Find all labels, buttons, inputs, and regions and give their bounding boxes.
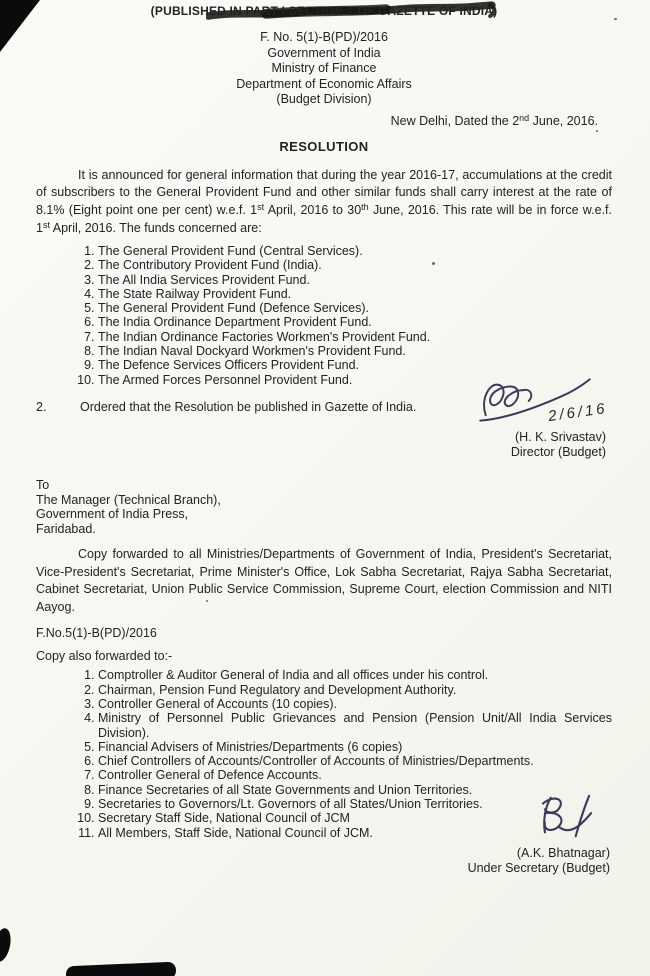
copy-forwarded-paragraph: Copy forwarded to all Ministries/Departments of Government of India, President's Secretariat, Vice-President's Secretariat, Prime Minister's Office, Lok Sabha Secretariat, Rajya Sabha Secretariat, Cabinet Secretariat, Union Public Service Commission, Supreme Court, election Commission and NITI Aayog. bbox=[36, 547, 612, 614]
list-item: 1. The General Provident Fund (Central Services). bbox=[98, 244, 612, 258]
department-line: Department of Economic Affairs bbox=[236, 76, 412, 91]
resolution-title: RESOLUTION bbox=[279, 138, 369, 154]
list-item: 8. Finance Secretaries of all State Governments and Union Territories. bbox=[98, 783, 612, 797]
file-number: F. No. 5(1)-B(PD)/2016 bbox=[260, 30, 388, 44]
resolution-paragraph bbox=[36, 167, 612, 239]
signatory-name: (H. K. Srivastav) bbox=[515, 430, 606, 444]
list-item: 11. All Members, Staff Side, National Council of JCM. bbox=[98, 826, 612, 840]
ordinal-suffix: th bbox=[361, 201, 369, 212]
ordinal-suffix: st bbox=[257, 201, 265, 212]
dateline-ordinal: nd bbox=[519, 112, 530, 123]
list-item: 10. Secretary Staff Side, National Council of JCM bbox=[98, 811, 612, 825]
dateline-text: June, 2016. bbox=[529, 113, 598, 128]
list-item: 6. Chief Controllers of Accounts/Controller of Accounts of Ministries/Departments. bbox=[98, 754, 612, 768]
text-segment: June, 2016. This rate will be in force w.e.f. 1 bbox=[36, 202, 612, 236]
dateline-text: New Delhi, Dated the 2 bbox=[390, 113, 520, 128]
ordinal-suffix: st bbox=[42, 220, 50, 231]
list-item: 6. The India Ordinance Department Provident Fund. bbox=[98, 315, 612, 329]
list-item: 8. The Indian Naval Dockyard Workmen's Provident Fund. bbox=[98, 344, 612, 358]
address-block bbox=[36, 478, 612, 536]
published-line: (PUBLISHED IN PART I SECTION 1 OF GAZETTE OF INDIA) bbox=[150, 4, 498, 18]
address-line: Faridabad. bbox=[36, 521, 96, 536]
signature-date: 2/6/16 bbox=[547, 399, 609, 426]
list-item: 2. Chairman, Pension Fund Regulatory and Development Authority. bbox=[98, 683, 612, 697]
list-item: 3. Controller General of Accounts (10 copies). bbox=[98, 697, 612, 711]
signature-scribble-under-secretary bbox=[532, 792, 604, 842]
list-item: 3. The All India Services Provident Fund. bbox=[98, 273, 612, 287]
list-item: 9. The Defence Services Officers Provident Fund. bbox=[98, 358, 612, 372]
text-segment: April, 2016. The funds concerned are: bbox=[49, 221, 262, 236]
scan-ink-smear-bottom bbox=[66, 962, 177, 976]
list-item: 2. The Contributory Provident Fund (India). bbox=[98, 258, 612, 272]
address-line: The Manager (Technical Branch), bbox=[36, 492, 221, 507]
list-item: 1. Comptroller & Auditor General of India and all offices under his control. bbox=[98, 668, 612, 682]
list-item: 9. Secretaries to Governors/Lt. Governors of all States/Union Territories. bbox=[98, 797, 612, 811]
list-item: 10. The Armed Forces Personnel Provident Fund. bbox=[98, 373, 612, 387]
file-number-repeat: F.No.5(1)-B(PD)/2016 bbox=[36, 626, 157, 641]
signature-block-under-secretary bbox=[390, 792, 610, 876]
text-segment: It is announced for general information that during the year 2016-17, accumulations at the credit of subscribers to the General Provident Fund and other similar funds shall carry interest at the rate of 8.1% (Eight point one per cent) w.e.f. 1 bbox=[36, 167, 612, 217]
list-item: 5. Financial Advisers of Ministries/Departments (6 copies) bbox=[98, 740, 612, 754]
dateline bbox=[36, 114, 612, 128]
text-segment: April, 2016 to 30 bbox=[264, 202, 362, 217]
scan-speck bbox=[614, 18, 617, 20]
list-item: 4. Ministry of Personnel Public Grievances and Pension (Pension Unit/All India Services Division). bbox=[98, 711, 612, 740]
government-line: Government of India bbox=[267, 45, 381, 60]
scan-speck bbox=[432, 262, 435, 265]
list-item: 5. The General Provident Fund (Defence Services). bbox=[98, 301, 612, 315]
scan-speck bbox=[206, 600, 208, 602]
ordered-text: Ordered that the Resolution be published in Gazette of India. bbox=[80, 399, 417, 414]
address-line: Government of India Press, bbox=[36, 507, 189, 522]
list-item: 7. Controller General of Defence Accounts. bbox=[98, 768, 612, 782]
scan-speck bbox=[596, 130, 598, 132]
scan-ink-blob-left bbox=[0, 927, 13, 964]
division-line: (Budget Division) bbox=[276, 92, 372, 107]
signatory-name: (A.K. Bhatnagar) bbox=[516, 846, 610, 860]
letterhead bbox=[36, 30, 612, 108]
funds-list bbox=[36, 244, 612, 387]
copy-also-label: Copy also forwarded to:- bbox=[36, 649, 173, 664]
signature-block-director bbox=[396, 374, 609, 460]
list-item: 4. The State Railway Provident Fund. bbox=[98, 287, 612, 301]
address-to: To bbox=[36, 477, 50, 492]
paragraph-number: 2. bbox=[36, 399, 47, 414]
signatory-title: Director (Budget) bbox=[510, 445, 606, 459]
list-item: 7. The Indian Ordinance Factories Workmen's Provident Fund. bbox=[98, 330, 612, 344]
ministry-line: Ministry of Finance bbox=[271, 61, 377, 76]
signatory-title: Under Secretary (Budget) bbox=[467, 861, 610, 875]
